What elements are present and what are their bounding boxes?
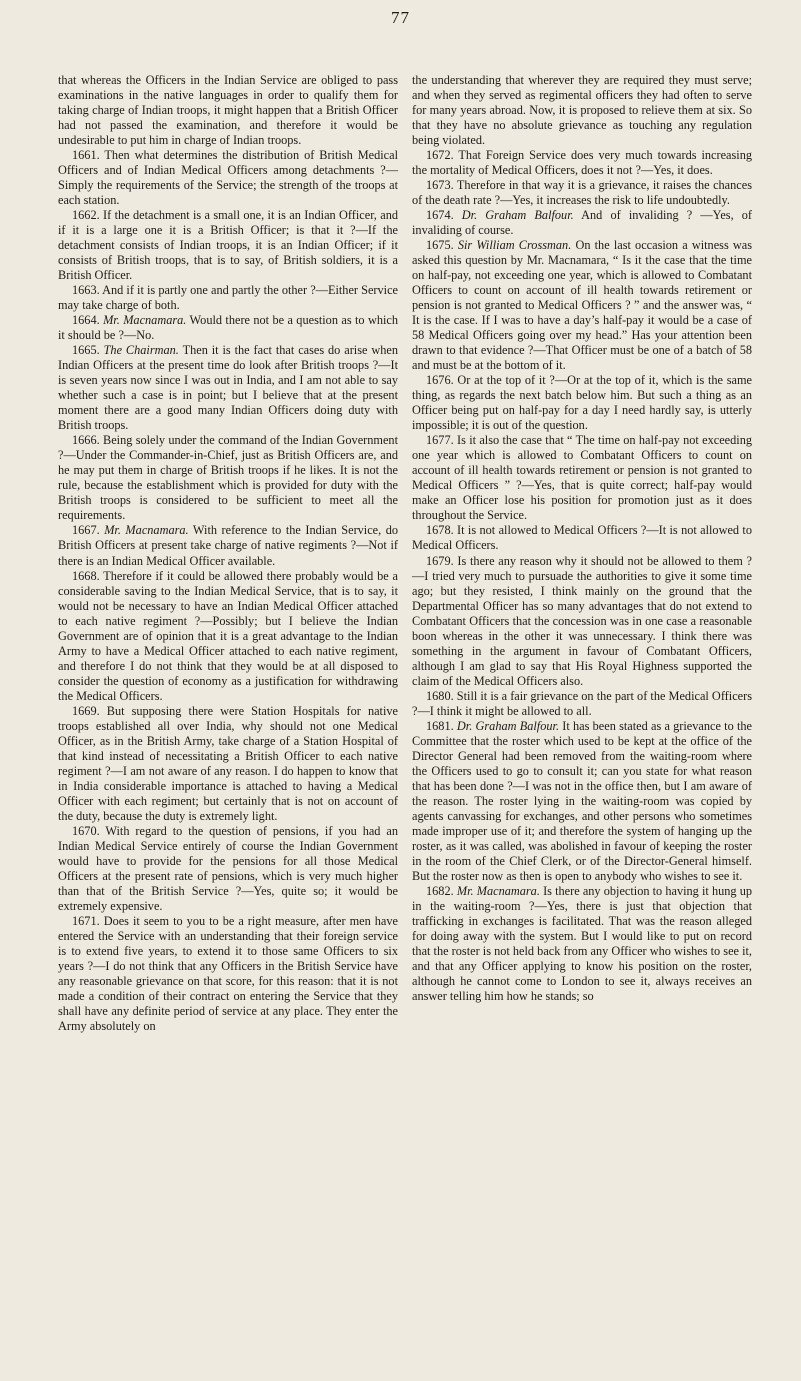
question-text: Then what determines the distribution of British Medical Officers and of Indian Medical Officers among detachments ?—Simply the requirements of the Service; the strength of the troops at each station. <box>58 148 398 208</box>
question-paragraph <box>58 433 398 523</box>
question-number: 1673. <box>426 178 454 193</box>
question-text: Therefore if it could be allowed there probably would be a considerable saving to the Indian Medical Service, that is to say, it would not be necessary to have an Indian Medical Officer attached to each native regiment ?—Possibly; but I believe the Indian Government are of opinion that it is a great advantage to the Indian Army to have a Medical Officer attached to each native regiment, and therefore I do not think that they would be at all disposed to consider the question of economy as a justification for withdrawing the Medical Officers. <box>58 568 398 703</box>
speaker-name: Dr. Graham Balfour. <box>461 208 574 223</box>
question-text: Would there not be a question as to which it should be ?—No. <box>58 313 398 343</box>
question-number: 1663. <box>72 283 100 298</box>
question-text: That Foreign Service does very much towards increasing the mortality of Medical Officers, does it not ?—Yes, it does. <box>412 148 752 178</box>
question-paragraph <box>58 208 398 283</box>
question-number: 1672. <box>426 148 454 163</box>
question-paragraph <box>58 914 398 1034</box>
question-text: With regard to the question of pensions, if you had an Indian Medical Service entirely of course the Indian Government would have to provide for the pensions for all those Medical Officers at the present rate of pensions, which is very much higher than that of the British Service ?—Yes, quite so; it would be extremely expensive. <box>58 823 398 913</box>
question-paragraph <box>58 824 398 914</box>
question-paragraph <box>412 208 752 238</box>
question-paragraph <box>412 884 752 1004</box>
continuation-paragraph: that whereas the Officers in the Indian Service are obliged to pass examinations in the native languages in order to qualify them for taking charge of Indian troops, it might happen that a British Officer had not passed the examination, and therefore it would be undesirable to put him in charge of Indian troops. <box>58 73 398 148</box>
question-text: With reference to the Indian Service, do British Officers at present take charge of native regiments ?—Not if there is an Indian Medical Officer available. <box>58 523 399 568</box>
right-column <box>412 73 752 1004</box>
continuation-paragraph: the understanding that wherever they are required they must serve; and when they served as regimental officers they had often to serve for many years abroad. Now, it is proposed to relieve them at six. So that they have no absolute grievance as touching any regulation being violated. <box>412 73 752 148</box>
question-paragraph <box>58 704 398 824</box>
question-number: 1668. <box>72 568 100 583</box>
question-paragraph <box>412 554 752 689</box>
question-paragraph <box>412 178 752 208</box>
question-text: It is not allowed to Medical Officers ?—It is not allowed to Medical Officers. <box>412 523 752 553</box>
question-text: It has been stated as a grievance to the Committee that the roster which used to be kept at the office of the Director General had been removed from the waiting-room where the Officers used to go to consult it; can you state for what reason that has been done ?—I was not in the office then, but I am aware of the reason. The roster lying in the waiting-room was copied by agents canvassing for exchanges, and other persons who sometimes made improper use of it; and therefore the system of hanging up the roster, as it was called, was abolished in favour of keeping the roster in the room of the Chief Clerk, or of the Director-General himself. But the roster now as then is open to anybody who wishes to see it. <box>412 718 752 883</box>
question-text: Is there any reason why it should not be allowed to them ?—I tried very much to pursuade the authorities to give it some time ago; but they resisted, I think mainly on the ground that the Departmental Officer has so many advantages that do not extend to Combatant Officers that the concession was in one case a reasonable boon whereas in the other it was unnecessary. I think there was something in the argument in favour of Combatant Officers, although I am glad to say that His Royal Highness supported the claim of the Medical Officers also. <box>412 553 753 688</box>
question-paragraph <box>412 148 752 178</box>
question-number: 1680. <box>426 688 454 703</box>
question-text: Does it seem to you to be a right measure, after men have entered the Service with an understanding that their foreign service is to extend five years, to extend it to those same Officers to six years ?—I do not think that any Officers in the British Service have any reasonable grievance on that score, for this reason: that it is not made a condition of their contract on entering the Service that they shall have any definite period of service at any place. They enter the Army absolutely on <box>58 913 398 1033</box>
question-paragraph <box>412 719 752 884</box>
question-text: Therefore in that way it is a grievance, it raises the chances of the death rate ?—Yes, it increases the risk to life undoubtedly. <box>412 178 752 208</box>
speaker-name: Sir William Crossman. <box>457 238 572 253</box>
question-number: 1667. <box>72 523 100 538</box>
question-number: 1682. <box>426 883 454 898</box>
question-number: 1669. <box>72 703 100 718</box>
question-paragraph <box>58 343 398 433</box>
question-paragraph <box>58 523 398 568</box>
question-paragraph <box>412 433 752 523</box>
question-number: 1665. <box>72 343 100 358</box>
question-paragraph <box>58 569 398 704</box>
question-paragraph <box>58 148 398 208</box>
question-number: 1662. <box>72 208 100 223</box>
question-text: Is it also the case that “ The time on half-pay not exceeding one year which is allowed to Combatant Officers to count on account of ill health towards retirement or pension is not granted to Medical Officers ” ?—Yes, that is quite correct; half-pay would make an Officer lose his position for promotion just as it does throughout the Service. <box>412 433 752 523</box>
question-number: 1677. <box>426 433 454 448</box>
question-number: 1679. <box>426 553 454 568</box>
question-number: 1675. <box>426 238 454 253</box>
speaker-name: The Chairman. <box>103 343 179 358</box>
question-paragraph <box>412 373 752 433</box>
question-number: 1664. <box>72 313 100 328</box>
speaker-name: Dr. Graham Balfour. <box>456 718 560 733</box>
speaker-name: Mr. Macnamara. <box>103 313 187 328</box>
question-text: Being solely under the command of the Indian Government ?—Under the Commander-in-Chief, just as British Officers are, and he may put them in charge of British troops if he likes. It is not the rule, because the establishment which is provided for duty with the British troops is considered to be sufficient to meet all the requirements. <box>58 433 398 523</box>
question-paragraph <box>58 283 398 313</box>
question-number: 1681. <box>426 718 454 733</box>
question-number: 1661. <box>72 148 100 163</box>
question-paragraph <box>58 313 398 343</box>
question-text: And if it is partly one and partly the other ?—Either Service may take charge of both. <box>58 283 398 313</box>
question-number: 1678. <box>426 523 454 538</box>
question-number: 1676. <box>426 373 454 388</box>
speaker-name: Mr. Macnamara. <box>104 523 189 538</box>
speaker-name: Mr. Macnamara. <box>456 883 540 898</box>
question-text: And of invaliding ? —Yes, of invaliding of course. <box>412 208 753 238</box>
question-paragraph <box>412 689 752 719</box>
question-text: If the detachment is a small one, it is an Indian Officer, and if it is a large one it is a British Officer; is that it ?—If the detachment consists of Indian troops, it is an Indian Officer; if it consists of British troops, that is to say, of British soldiers, it is a British Officer. <box>58 208 398 283</box>
question-number: 1671. <box>72 913 100 928</box>
left-column <box>58 73 398 1034</box>
question-text: On the last occasion a witness was asked this question by Mr. Macnamara, “ Is it the case that the time on half-pay, not exceeding one year, which is allowed to Combatant Officers to count on account of ill health towards retirement or pension is not granted to Medical Officers ? ” and the answer was, “ It is the case. If I was to have a day’s half-pay it would be a case of 58 Medical Officers going over my head.” Has your attention been drawn to that evidence ?—That Officer must be one of a batch of 58 and must be at the bottom of it. <box>412 238 753 373</box>
question-text: Is there any objection to having it hung up in the waiting-room ?—Yes, there is just that objection that trafficking in exchanges is facilitated. That was the reason alleged for doing away with the system. But I would like to put on record that the roster is not held back from any Officer who wishes to see it, and that any Officer applying to know his position on the roster, although he cannot come to London to see it, always receives an answer telling him how he stands; so <box>412 883 752 1003</box>
question-number: 1666. <box>72 433 100 448</box>
question-number: 1674. <box>426 208 454 223</box>
question-paragraph <box>412 523 752 553</box>
page-number: 77 <box>391 8 410 27</box>
question-text: Or at the top of it ?—Or at the top of it, which is the same thing, as regards the next batch below him. But such a thing as an Officer being put on half-pay for a day I need hardly say, is utterly impossible; it is out of the question. <box>412 373 753 433</box>
question-paragraph <box>412 238 752 373</box>
question-number: 1670. <box>72 823 100 838</box>
question-text: Then it is the fact that cases do arise when Indian Officers at the present time do look after British troops ?—It is seven years now since I was out in India, and I am not able to say whether such a case is in point; but I believe that at the present moment there are a good many Indian Officers doing duty with British troops. <box>58 343 398 433</box>
question-text: But supposing there were Station Hospitals for native troops established all over India, why should not one Medical Officer, as in the British Army, take charge of a Station Hospital of that kind instead of necessitating a British Officer to each native regiment ?—I am not aware of any reason. I do happen to know that in India considerable importance is attached to having a Medical Officer with each regiment; but certainly that is not on account of the duty, because the duty is extremely light. <box>58 703 398 823</box>
question-text: Still it is a fair grievance on the part of the Medical Officers ?—I think it might be allowed to all. <box>412 688 752 718</box>
